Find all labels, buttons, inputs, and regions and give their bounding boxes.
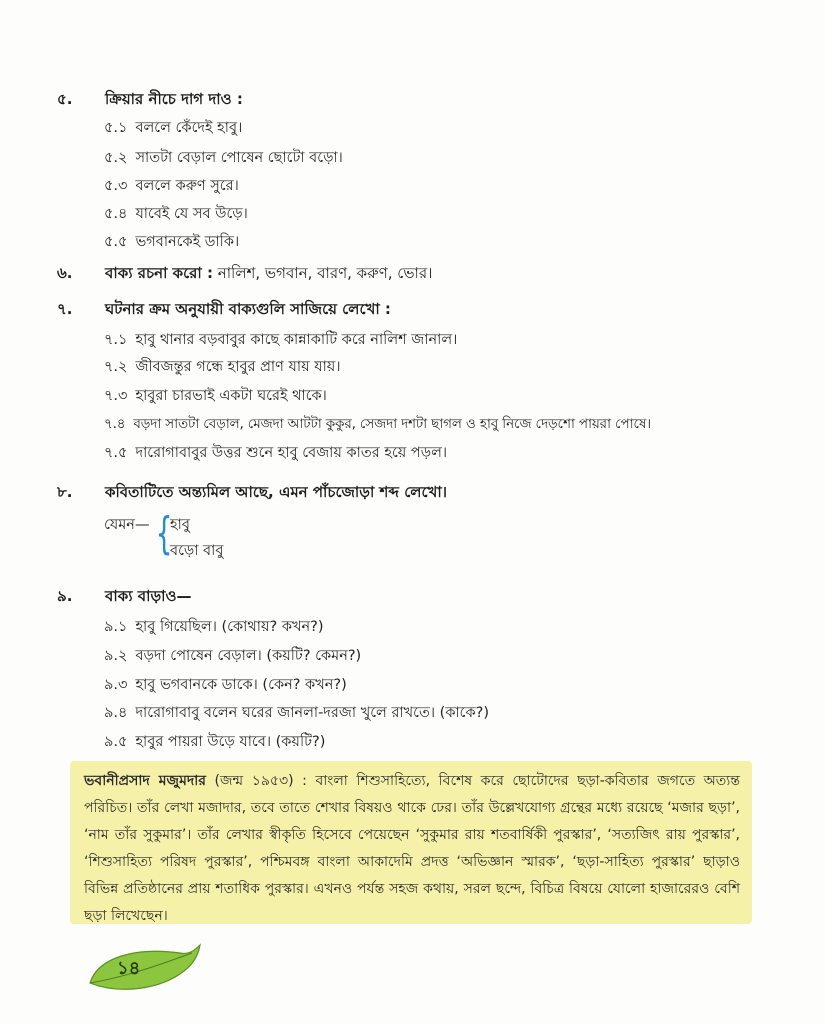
question-title: ঘটনার ক্রম অনুযায়ী বাক্যগুলি সাজিয়ে লেখো : <box>105 300 391 318</box>
item-number: ৯.১ <box>104 619 128 635</box>
leaf-icon <box>84 943 204 995</box>
item-text: ভগবানকেই ডাকি। <box>135 234 240 250</box>
example-label: যেমন— <box>104 517 150 533</box>
item-number: ৭.৪ <box>104 416 126 432</box>
list-item <box>104 203 248 227</box>
author-bio-box <box>70 761 752 924</box>
page-number: ১৪ <box>117 958 141 979</box>
list-item <box>104 385 327 409</box>
item-text: হাবু গিয়েছিল। (কোথায়? কখন?) <box>135 619 324 635</box>
list-item <box>104 329 457 353</box>
question-7-heading <box>57 298 391 323</box>
item-text: বললে করুণ সুরে। <box>135 178 239 194</box>
item-text: বললে কেঁদেই হাবু। <box>135 120 243 136</box>
list-item <box>104 645 361 669</box>
item-text: জীবজন্তুর গন্ধে হাবুর প্রাণ যায় যায়। <box>135 359 341 375</box>
item-text: বড়দা সাতটা বেড়াল, মেজদা আটটা কুকুর, সেজদা দশটা ছাগল ও হাবু নিজে দেড়শো পায়রা পোষে। <box>133 416 651 432</box>
item-text: হাবুর পায়রা উড়ে যাবে। (কয়টি?) <box>135 734 326 750</box>
example-word: হাবু <box>170 517 190 533</box>
list-item <box>104 731 325 755</box>
question-8-heading <box>57 481 447 506</box>
list-item <box>104 413 651 436</box>
author-bio-text: (জন্ম ১৯৫৩) : বাংলা শিশুসাহিত্যে, বিশেষ করে ছোটোদের ছড়া-কবিতার জগতে অত্যন্ত পরিচিত। তাঁর লেখা মজাদার, তবে তাতে শেখার বিষয়ও থাকে ঢের। তাঁর উল্লেখযোগ্য গ্রন্থের মধ্যে রয়েছে ‘মজার ছড়া’, ‘নাম তাঁর সুকুমার’। তাঁর লেখার স্বীকৃতি হিসেবে পেয়েছেন ‘সুকুমার রায় শতবার্ষিকী পুরস্কার’, ‘সত্যজিৎ রায় পুরস্কার’, ‘শিশুসাহিত্য পরিষদ পুরস্কার’, পশ্চিমবঙ্গ বাংলা আকাদেমি প্রদত্ত ‘অভিজ্ঞান স্মারক’, ‘ছড়া-সাহিত্য পুরস্কার’ ছাড়াও বিভিন্ন প্রতিষ্ঠানের প্রায় শতাধিক পুরস্কার। এখনও পর্যন্ত সহজ কথায়, সরল ছন্দে, বিচিত্র বিষয়ে যোলো হাজারেরও বেশি ছড়া লিখেছেন। <box>84 773 740 924</box>
list-item <box>104 356 341 380</box>
question-number: ৫. <box>57 90 73 108</box>
list-item <box>104 702 489 726</box>
item-number: ৯.২ <box>104 648 128 664</box>
item-number: ৫.৫ <box>104 234 128 250</box>
question-number: ৭. <box>57 300 73 318</box>
item-text: দারোগাবাবু বলেন ঘরের জানলা-দরজা খুলে রাখতে। (কাকে?) <box>135 705 489 721</box>
question-title: বাক্য রচনা করো : <box>105 264 213 282</box>
question-title: বাক্য বাড়াও— <box>105 587 192 605</box>
item-text: বড়দা পোষেন বেড়াল। (কয়টি? কেমন?) <box>135 648 362 664</box>
question-number: ৮. <box>57 483 73 501</box>
item-text: যাবেই যে সব উড়ে। <box>135 206 248 222</box>
question-title: ক্রিয়ার নীচে দাগ দাও : <box>105 90 243 108</box>
item-text: সাতটা বেড়াল পোষেন ছোটো বড়ো। <box>135 150 343 166</box>
item-number: ৭.৩ <box>104 388 128 404</box>
item-number: ৭.৫ <box>104 445 128 461</box>
item-number: ৭.২ <box>104 359 128 375</box>
item-number: ৯.৫ <box>104 734 128 750</box>
author-name: ভবানীপ্রসাদ মজুমদার <box>84 773 206 789</box>
brace-icon: { <box>155 508 173 559</box>
question-5-heading <box>57 88 243 113</box>
item-number: ৫.৩ <box>104 178 128 194</box>
question-words: নালিশ, ভগবান, বারণ, করুণ, ভোর। <box>212 264 433 282</box>
question-9-heading <box>57 585 192 610</box>
item-number: ৯.৪ <box>104 705 128 721</box>
example-word: বড়ো বাবু <box>170 543 224 559</box>
list-item <box>104 175 239 199</box>
item-text: হাবু ভগবানকে ডাকে। (কেন? কখন?) <box>135 677 347 693</box>
list-item <box>104 674 347 698</box>
item-text: দারোগাবাবুর উত্তর শুনে হাবু বেজায় কাতর হয়ে পড়ল। <box>135 445 448 461</box>
list-item <box>104 147 343 171</box>
item-number: ৯.৩ <box>104 677 128 693</box>
list-item <box>104 117 242 141</box>
list-item <box>104 231 239 255</box>
question-number: ৬. <box>57 264 73 282</box>
question-number: ৯. <box>57 587 73 605</box>
item-number: ৭.১ <box>104 332 128 348</box>
item-text: হাবু থানার বড়বাবুর কাছে কান্নাকাটি করে নালিশ জানাল। <box>135 332 458 348</box>
list-item <box>104 616 324 640</box>
example-block <box>104 508 264 562</box>
item-number: ৫.২ <box>104 150 128 166</box>
item-text: হাবুরা চারভাই একটা ঘরেই থাকে। <box>135 388 327 404</box>
question-6-heading <box>57 262 433 287</box>
item-number: ৫.১ <box>104 120 128 136</box>
list-item <box>104 442 447 466</box>
question-title: কবিতাটিতে অন্ত্যমিল আছে, এমন পাঁচজোড়া শব্দ লেখো। <box>105 483 448 501</box>
item-number: ৫.৪ <box>104 206 128 222</box>
